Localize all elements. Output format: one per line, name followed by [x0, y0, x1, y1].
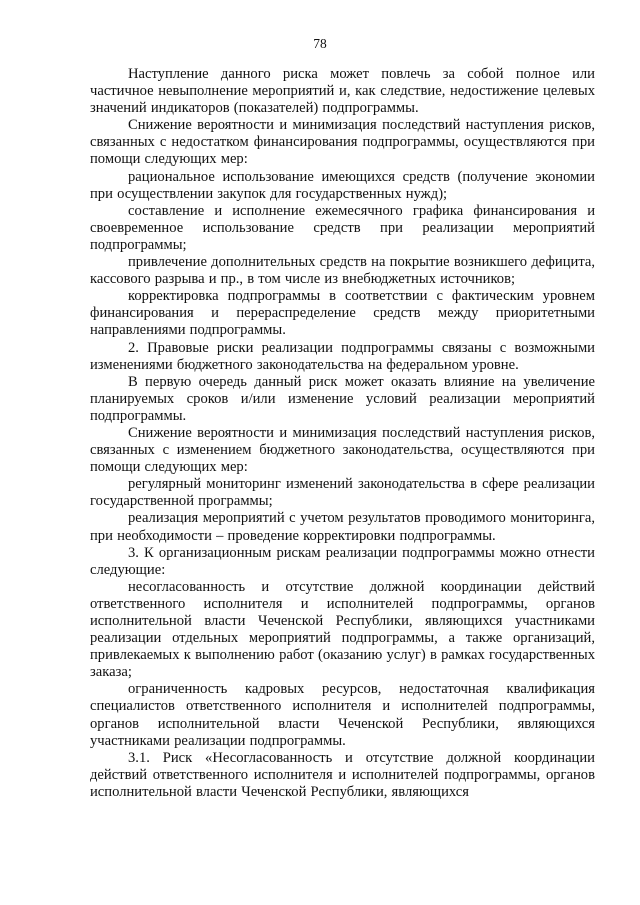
page-number: 78	[313, 36, 327, 51]
paragraph: В первую очередь данный риск может оказать влияние на увеличение планируемых сроков и/или изменение условий реализации мероприятий подпрограммы.	[90, 373, 595, 424]
paragraph: реализация мероприятий с учетом результатов проводимого мониторинга, при необходимости – проведение корректировки подпрограммы.	[90, 510, 595, 544]
paragraph: привлечение дополнительных средств на покрытие возникшего дефицита, кассового разрыва и пр., в том числе из внебюджетных источников;	[90, 254, 595, 288]
paragraph: ограниченность кадровых ресурсов, недостаточная квалификация специалистов ответственного исполнителя и исполнителей подпрограммы, органов исполнительной власти Чеченской Республики, являющихся участниками реализации подпрограммы.	[90, 681, 595, 749]
paragraph: составление и исполнение ежемесячного графика финансирования и своевременное использование средств при реализации мероприятий подпрограммы;	[90, 202, 595, 253]
paragraph: 3. К организационным рискам реализации подпрограммы можно отнести следующие:	[90, 544, 595, 578]
paragraph: Снижение вероятности и минимизация последствий наступления рисков, связанных с изменением бюджетного законодательства, осуществляются при помощи следующих мер:	[90, 424, 595, 476]
paragraph: рациональное использование имеющихся средств (получение экономии при осуществлении закупок для государственных нужд);	[90, 168, 595, 202]
paragraph: регулярный мониторинг изменений законодательства в сфере реализации государственной программы;	[90, 476, 595, 510]
document-body	[90, 66, 595, 801]
paragraph: несогласованность и отсутствие должной координации действий ответственного исполнителя и исполнителей подпрограммы, органов исполнительной власти Чеченской Республики, являющихся участниками реализации отдельных мероприятий подпрограммы, а также организаций, привлекаемых к выполнению работ (оказанию услуг) в рамках государственных заказа;	[90, 578, 595, 681]
paragraph: 2. Правовые риски реализации подпрограммы связаны с возможными изменениями бюджетного законодательства на федеральном уровне.	[90, 339, 595, 373]
paragraph: Наступление данного риска может повлечь за собой полное или частичное невыполнение мероприятий и, как следствие, недостижение целевых значений индикаторов (показателей) подпрограммы.	[90, 66, 595, 117]
paragraph: корректировка подпрограммы в соответствии с фактическим уровнем финансирования и перераспределение средств между приоритетными направлениями подпрограммы.	[90, 288, 595, 339]
paragraph: 3.1. Риск «Несогласованность и отсутствие должной координации действий ответственного исполнителя и исполнителей подпрограммы, органов исполнительной власти Чеченской Республики, являющихся	[90, 749, 595, 800]
paragraph: Снижение вероятности и минимизация последствий наступления рисков, связанных с недостатком финансирования подпрограммы, осуществляются при помощи следующих мер:	[90, 117, 595, 168]
